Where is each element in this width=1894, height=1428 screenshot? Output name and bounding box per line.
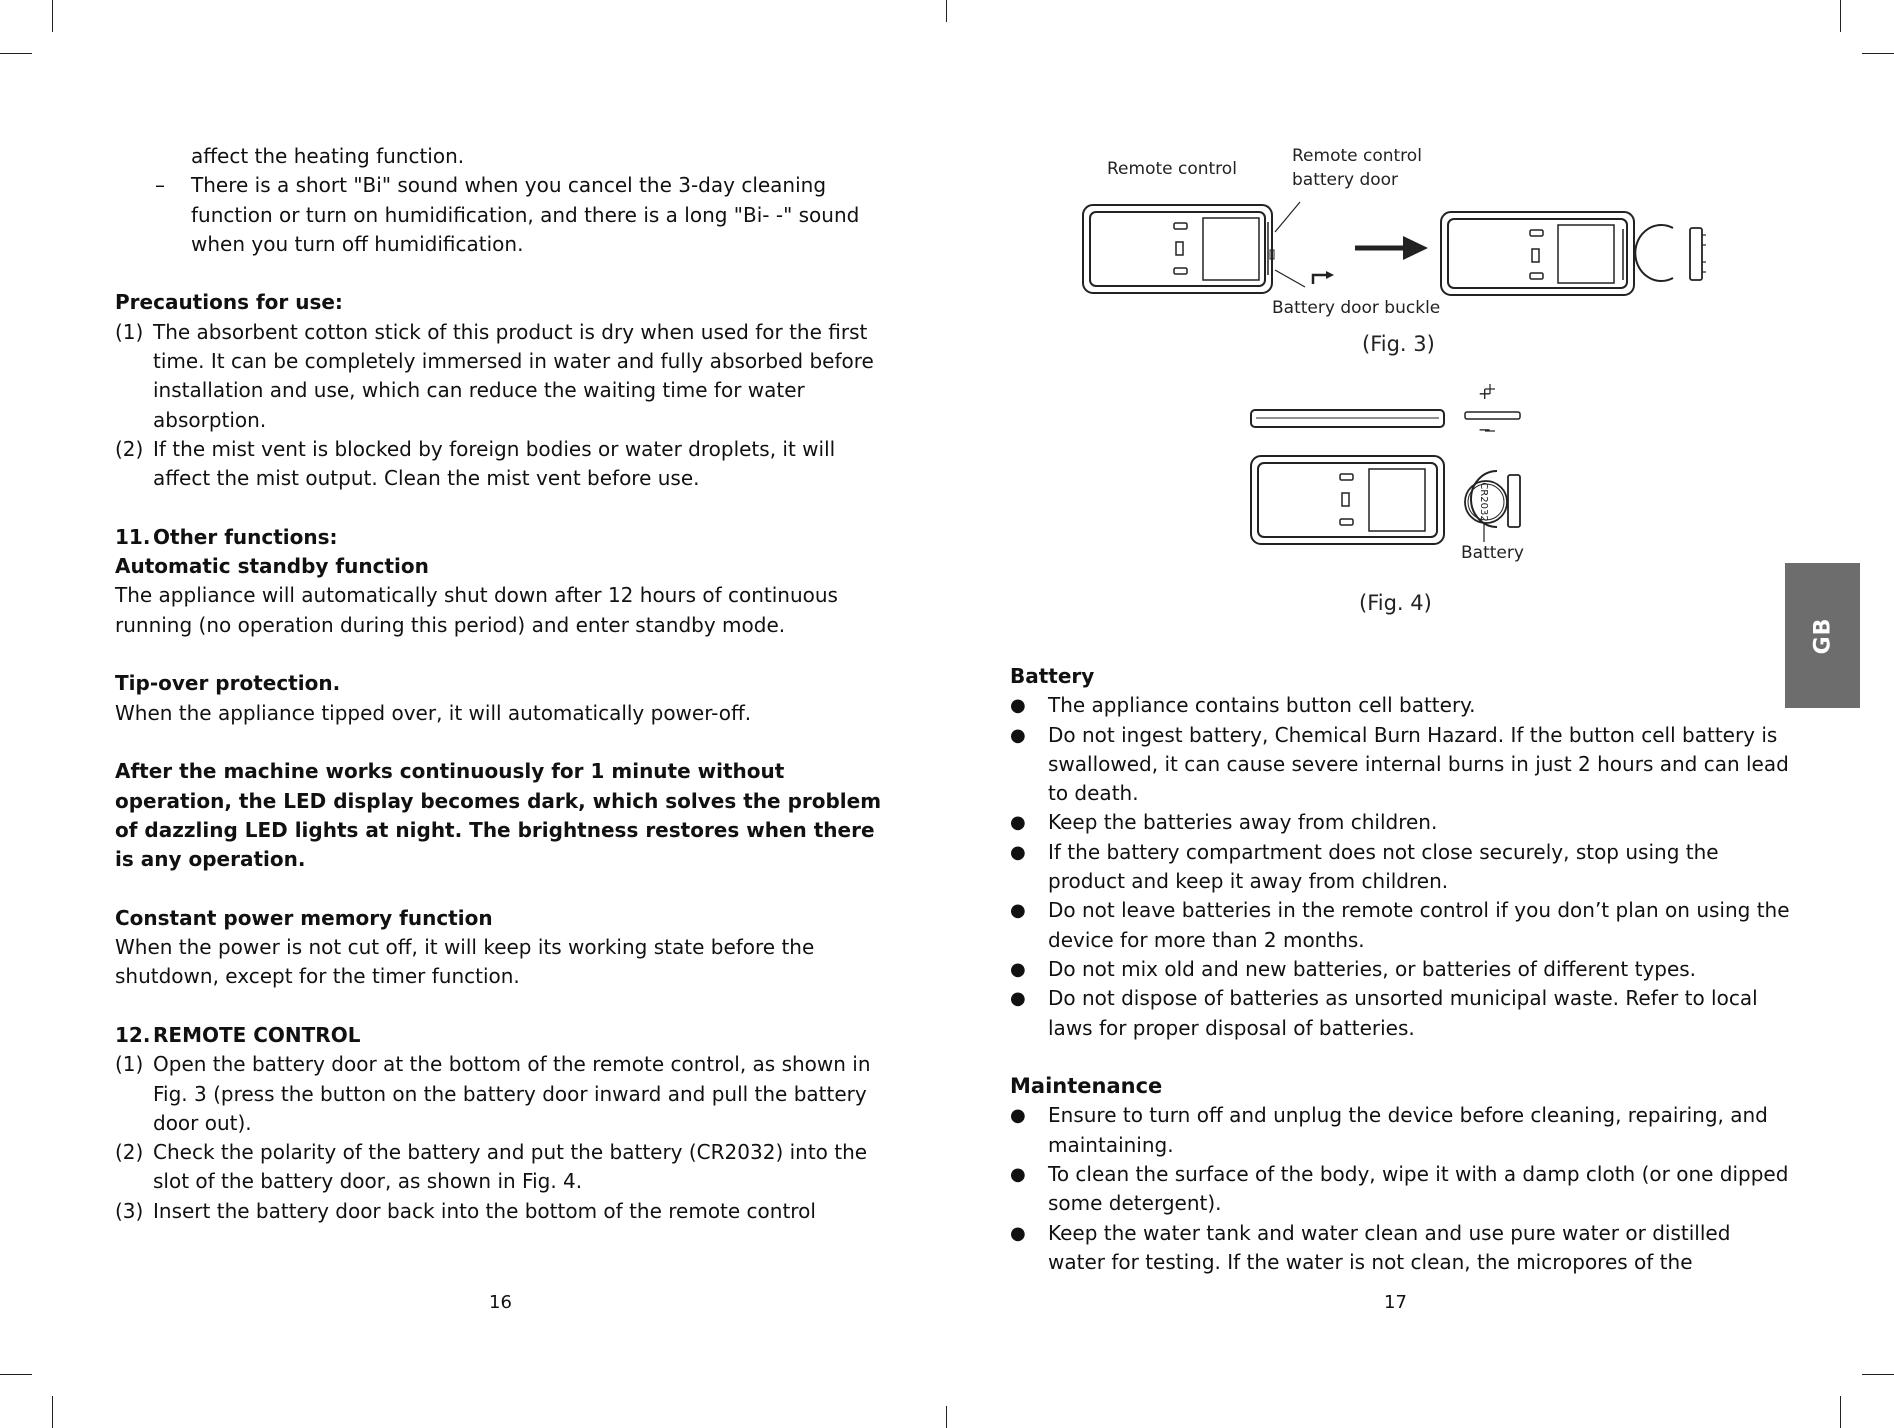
dash-marker: – — [155, 173, 165, 198]
right-page — [1010, 662, 1790, 1277]
paragraph: When the appliance tipped over, it will automatically power-off. — [115, 700, 752, 725]
list-item — [1010, 896, 1790, 955]
bullet: ● — [1010, 724, 1026, 746]
subheading: Automatic standby function — [115, 554, 429, 579]
list-item-text: Insert the battery door back into the bottom of the remote control — [153, 1198, 816, 1223]
section-title: Other functions: — [153, 524, 338, 549]
section-number: 12. — [115, 1022, 151, 1047]
bullet: ● — [1010, 1164, 1026, 1186]
section-number: 11. — [115, 524, 151, 549]
remote-control-illustration — [1083, 205, 1274, 293]
fig4-caption: (Fig. 4) — [1359, 591, 1432, 615]
language-tab — [1785, 563, 1860, 708]
list-item-text: Do not dispose of batteries as unsorted municipal waste. Refer to local laws for proper disposal of batteries. — [1048, 986, 1758, 1040]
remote-control-label: Remote control — [1107, 159, 1237, 179]
plus-sign: + — [1478, 384, 1492, 403]
svg-text:CR2032: CR2032 — [1478, 482, 1489, 522]
battery-heading: Battery — [1010, 664, 1095, 688]
list-item — [1010, 838, 1790, 897]
list-item — [1010, 1160, 1790, 1219]
list-number: (2) — [115, 1140, 144, 1165]
subheading: Constant power memory function — [115, 905, 493, 930]
list-item — [1010, 691, 1790, 720]
bullet: ● — [1010, 1222, 1026, 1244]
section-title: REMOTE CONTROL — [153, 1022, 361, 1047]
list-item — [1010, 1101, 1790, 1160]
language-tab-label: GB — [1810, 617, 1835, 654]
subheading: Tip-over protection. — [115, 671, 341, 696]
list-number: (2) — [115, 436, 144, 461]
list-item-text: Keep the water tank and water clean and use pure water or distilled water for testing. If the water is not clean, the micropores of the — [1048, 1220, 1731, 1274]
precautions-heading: Precautions for use: — [115, 290, 343, 315]
list-number: (1) — [115, 1052, 144, 1077]
battery-side-view — [1465, 412, 1520, 419]
page-number: 16 — [489, 1292, 512, 1313]
bullet: ● — [1010, 812, 1026, 834]
list-item — [1010, 955, 1790, 984]
maintenance-heading: Maintenance — [1010, 1074, 1163, 1099]
battery-label: Battery — [1461, 543, 1524, 563]
list-item-text: If the battery compartment does not close securely, stop using the product and keep it away from children. — [1048, 839, 1719, 894]
list-item-text: If the mist vent is blocked by foreign bodies or water droplets, it will affect the mist output. Clean the mist vent before use. — [153, 436, 836, 491]
list-item-text: Check the polarity of the battery and put the battery (CR2032) into the slot of the battery door, as shown in Fig. 4. — [153, 1140, 868, 1194]
battery-door-label — [1292, 144, 1422, 192]
list-item-text: Ensure to turn off and unplug the device before cleaning, repairing, and maintaining. — [1048, 1103, 1768, 1157]
list-item-text: Open the battery door at the bottom of the remote control, as shown in Fig. 3 (press the button on the battery door inward and pull the battery door out). — [153, 1052, 871, 1135]
list-number: (1) — [115, 319, 144, 344]
list-number: (3) — [115, 1198, 144, 1223]
list-item-text: There is a short "Bi" sound when you cancel the 3-day cleaning function or turn on humidification, and there is a long "Bi- -" sound when you turn off humidification. — [191, 173, 860, 256]
list-item-text: Do not ingest battery, Chemical Burn Hazard. If the button cell battery is swallowed, it can cause severe internal burns in just 2 hours and can lead to death. — [1048, 722, 1789, 806]
paragraph: When the power is not cut off, it will keep its working state before the shutdown, except for the timer function. — [115, 935, 815, 989]
bullet: ● — [1010, 958, 1026, 980]
list-item-text: Do not leave batteries in the remote control if you don’t plan on using the device for more than 2 months. — [1048, 898, 1790, 952]
bullet: ● — [1010, 900, 1026, 922]
continuation-text: affect the heating function. — [191, 144, 465, 168]
paragraph: The appliance will automatically shut down after 12 hours of continuous running (no operation during this period) and enter standby mode. — [115, 583, 838, 637]
bullet: ● — [1010, 988, 1026, 1010]
battery-door-buckle-label: Battery door buckle — [1272, 298, 1441, 318]
list-item — [1010, 808, 1790, 837]
list-item-text: The absorbent cotton stick of this product is dry when used for the first time. It can be completely immersed in water and fully absorbed before installation and use, which can reduce the waiting time for water absorption. — [153, 319, 874, 432]
bullet: ● — [1010, 841, 1026, 863]
list-item-text: Do not mix old and new batteries, or batteries of different types. — [1048, 956, 1697, 981]
minus-sign: − — [1478, 420, 1492, 439]
list-item — [1010, 721, 1790, 809]
page-number: 17 — [1384, 1292, 1407, 1313]
list-item-text: To clean the surface of the body, wipe it with a damp cloth (or one dipped some detergent). — [1048, 1162, 1789, 1216]
list-item-text: Keep the batteries away from children. — [1048, 810, 1438, 835]
battery-door-illustration — [1635, 225, 1673, 281]
list-item-text: The appliance contains button cell battery. — [1048, 693, 1476, 718]
list-item — [1010, 984, 1790, 1043]
remote-control-open-illustration — [1441, 212, 1634, 295]
battery-in-door-illustration — [1465, 471, 1520, 527]
fig3-caption: (Fig. 3) — [1362, 332, 1435, 356]
list-item — [1010, 1219, 1790, 1278]
bullet: ● — [1010, 695, 1026, 717]
battery-door-label-line2: battery door — [1292, 170, 1399, 190]
led-note: After the machine works continuously for 1 minute without operation, the LED display becomes dark, which solves the problem of dazzling LED lights at night. The brightness restores when there is any operation. — [115, 759, 882, 872]
bullet: ● — [1010, 1105, 1026, 1127]
battery-door-label-line1: Remote control — [1292, 146, 1422, 166]
